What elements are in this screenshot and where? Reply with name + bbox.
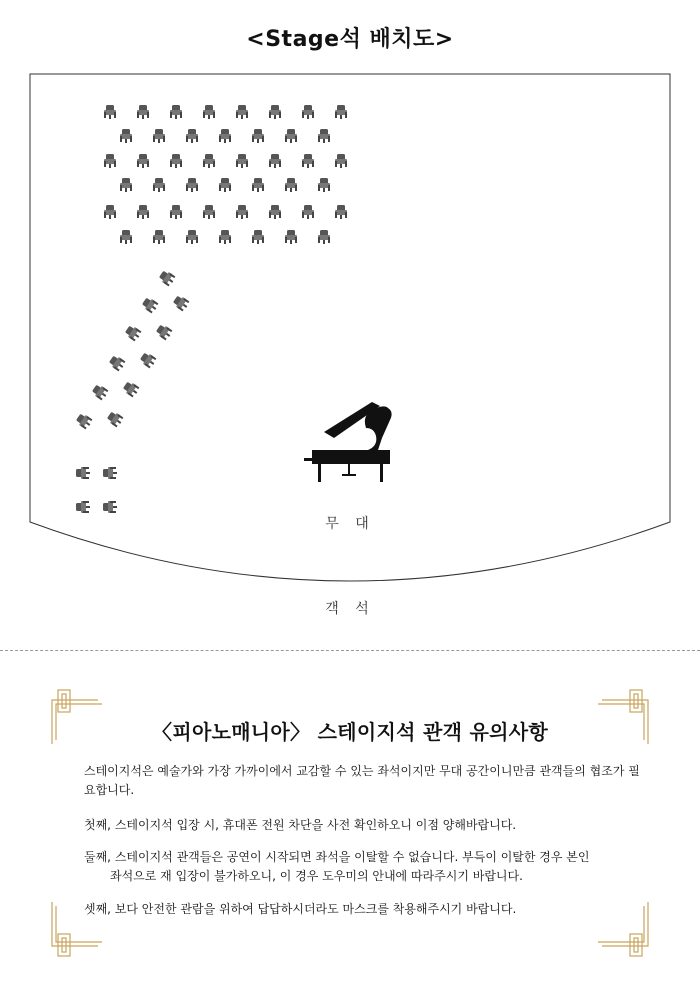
seat: [269, 154, 281, 168]
seat: [172, 294, 190, 312]
seat: [318, 129, 330, 143]
seat-group: [75, 105, 347, 513]
seat: [236, 154, 248, 168]
seat: [186, 230, 198, 244]
notice-rule-2-line-1: 둘째, 스테이지석 관객들은 공연이 시작되면 좌석을 이탈할 수 없습니다. 부득이 이탈한 경우 본인: [84, 850, 590, 864]
seat: [170, 154, 182, 168]
notice-rule-1: 첫째, 스테이지석 입장 시, 휴대폰 전원 차단을 사전 확인하오니 이점 양해바랍니다.: [84, 818, 517, 832]
notice-rule-2: [84, 848, 644, 886]
seat: [252, 178, 264, 192]
seat: [137, 154, 149, 168]
seat: [186, 178, 198, 192]
notice-box: [48, 682, 652, 962]
seat: [75, 412, 93, 430]
seat: [335, 154, 347, 168]
seat: [170, 205, 182, 219]
seat: [170, 105, 182, 119]
seat: [203, 105, 215, 119]
seat: [103, 501, 117, 513]
seat: [219, 129, 231, 143]
seat: [137, 105, 149, 119]
seat: [285, 230, 297, 244]
seat-map: [0, 60, 700, 590]
seat: [141, 296, 159, 314]
audience-label: 객 석: [325, 601, 375, 617]
seat: [153, 230, 165, 244]
seat: [269, 105, 281, 119]
page-title: <Stage석 배치도>: [246, 27, 454, 52]
seat: [158, 269, 176, 287]
notice-rule-2-line-2: 좌석으로 재 입장이 불가하오니, 이 경우 도우미의 안내에 따라주시기 바랍니다.: [110, 869, 523, 883]
seat: [302, 154, 314, 168]
seat: [186, 129, 198, 143]
notice-rule-3: 셋째, 보다 안전한 관람을 위하여 답답하시더라도 마스크를 착용해주시기 바랍니다.: [84, 902, 517, 916]
seat: [120, 178, 132, 192]
stage-outline: [30, 74, 670, 581]
seat: [236, 205, 248, 219]
seat: [124, 324, 142, 342]
seat: [252, 129, 264, 143]
seat: [76, 467, 90, 479]
seat: [302, 105, 314, 119]
seat: [104, 105, 116, 119]
seat: [120, 230, 132, 244]
seat: [236, 105, 248, 119]
seat: [285, 129, 297, 143]
seat: [219, 230, 231, 244]
seat: [269, 205, 281, 219]
seat: [219, 178, 231, 192]
seat: [155, 323, 173, 341]
notice-title: 〈피아노매니아〉 스테이지석 관객 유의사항: [152, 720, 548, 744]
seat: [318, 178, 330, 192]
seat: [153, 129, 165, 143]
seat: [104, 205, 116, 219]
seat: [104, 154, 116, 168]
seat: [335, 105, 347, 119]
seat: [252, 230, 264, 244]
section-divider: [0, 650, 700, 651]
seat: [120, 129, 132, 143]
seat: [318, 230, 330, 244]
seat: [153, 178, 165, 192]
seat: [91, 383, 109, 401]
seat: [122, 380, 140, 398]
seat: [137, 205, 149, 219]
seat: [76, 501, 90, 513]
seat: [302, 205, 314, 219]
seat: [203, 154, 215, 168]
seat: [106, 410, 124, 428]
notice-intro: 스테이지석은 예술가와 가장 가까이에서 교감할 수 있는 좌석이지만 무대 공간이니만큼 관객들의 협조가 필요합니다.: [84, 764, 640, 797]
seat: [139, 351, 157, 369]
stage-label: 무 대: [325, 516, 375, 532]
seat: [108, 354, 126, 372]
seat: [203, 205, 215, 219]
seat: [103, 467, 117, 479]
grand-piano-icon: [304, 402, 392, 482]
seat: [335, 205, 347, 219]
seat: [285, 178, 297, 192]
